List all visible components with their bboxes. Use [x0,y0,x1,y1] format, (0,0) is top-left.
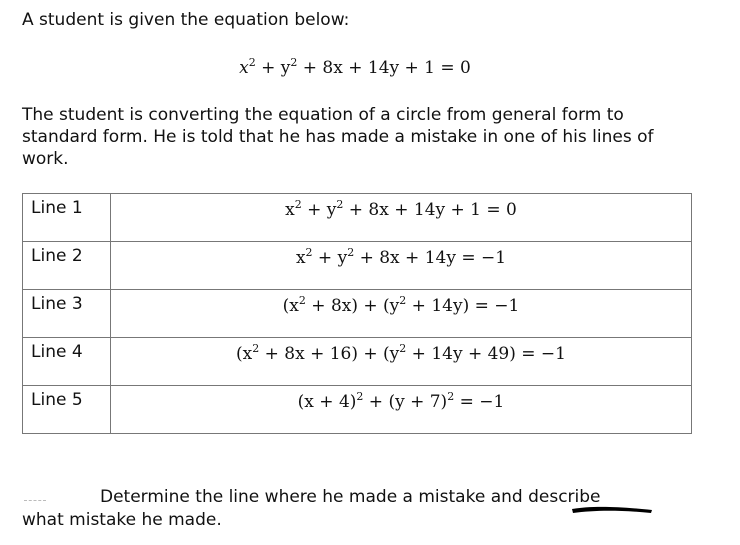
question-line-2: what mistake he made. [22,510,222,530]
given-eq-exp-y: 2 [290,56,298,69]
given-equation [0,57,710,79]
line-label: Line 5 [23,386,111,434]
handwritten-underline [570,503,654,517]
line-label: Line 2 [23,242,111,290]
given-eq-exp-x: 2 [248,56,256,69]
given-eq-x: x [239,58,249,78]
line-equation: $x^2 + y^2 + 8x + 14y = -1$ [111,242,692,290]
work-table [22,193,692,434]
line-equation: $x^2 + y^2 + 8x + 14y + 1 = 0$ [111,194,692,242]
line-label: Line 1 [23,194,111,242]
question-line-1: Determine the line where he made a mistake and describe [100,487,601,507]
work-row [23,194,692,242]
work-row [23,242,692,290]
line-equation: $(x^2 + 8x + 16) + (y^2 + 14y + 49) = -1$ [111,338,692,386]
line-equation: $(x + 4)^2 + (y + 7)^2 = -1$ [111,386,692,434]
line-label: Line 3 [23,290,111,338]
problem-description: The student is converting the equation of a circle from general form to standard form. He is told that he has made a mistake in one of his lines of work. [22,105,654,169]
line-label: Line 4 [23,338,111,386]
given-eq-rest: + 8x + 14y + 1 = 0 [297,58,471,78]
intro-text: A student is given the equation below: [22,10,350,30]
line-equation: $(x^2 + 8x) + (y^2 + 14y) = -1$ [111,290,692,338]
work-row [23,338,692,386]
work-row [23,290,692,338]
given-eq-plus-y: + y [255,58,291,78]
work-row [23,386,692,434]
